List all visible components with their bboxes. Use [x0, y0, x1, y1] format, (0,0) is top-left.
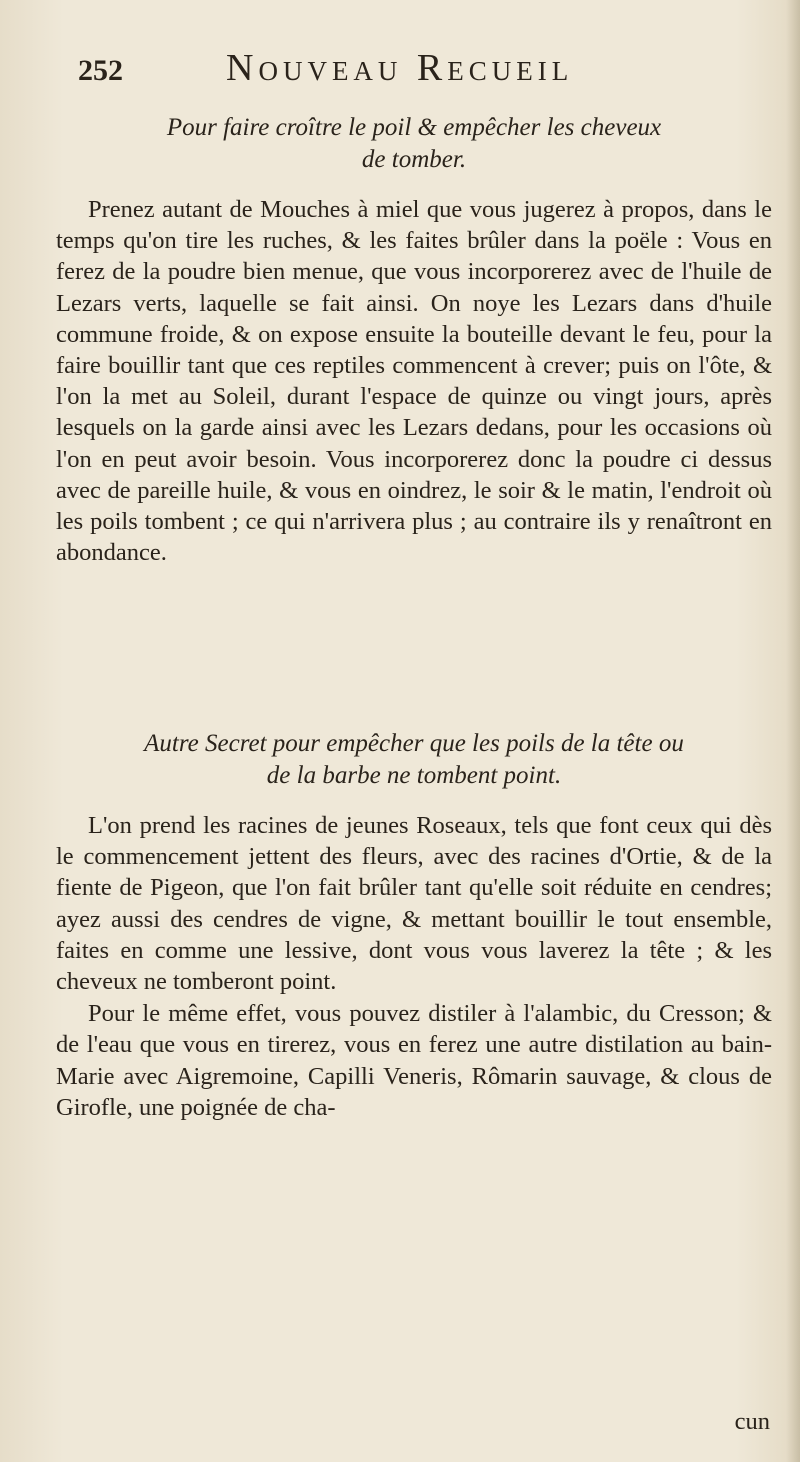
recipe-paragraph: Prenez autant de Mouches à miel que vous jugerez à propos, dans le temps qu'on tire les ruches, & les faites brûler dans la poële : Vous en ferez de la poudre bien menue, que vous incorporerez avec de l'huile de Lezars verts, laquelle se fait ainsi. On noye les Lezars dans d'huile commune froide, & on expose ensuite la bouteille devant le feu, pour la faire bouillir tant que ces reptiles commencent à crever; puis on l'ôte, & l'on la met au Soleil, durant l'espace de quinze ou vingt jours, après lesquels on la garde ainsi avec les Lezars dedans, pour les occasions où l'on en peut avoir besoin. Vous incorporerez donc la poudre ci dessus avec de pareille huile, & vous en oindrez, le soir & le matin, l'endroit où les poils tombent ; ce qui n'arrivera plus ; au contraire ils y renaîtront en abondance.: [56, 196, 772, 567]
page-header: [78, 46, 760, 94]
recipe-title-line-1: Pour faire croître le poil & empêcher les cheveux: [166, 114, 662, 141]
recipe-title: [56, 728, 772, 792]
recipe-paragraph: L'on prend les racines de jeunes Roseaux, tels que font ceux qui dès le commencement jettent des fleurs, avec des racines d'Ortie, & de la fiente de Pigeon, que l'on fait brûler tant qu'elle soit réduite en cendres; ayez aussi des cendres de vigne, & mettant bouillir le tout ensemble, faites en comme une lessive, dont vous vous laverez la tête ; & les cheveux ne tomberont point.: [56, 812, 772, 996]
catchword: cun: [734, 1408, 770, 1435]
recipe-title-line-2: de la barbe ne tombent point.: [266, 762, 562, 789]
recipe-title: [56, 112, 772, 176]
recipe-hair-growth: [56, 112, 772, 568]
page-number: 252: [78, 54, 123, 87]
recipe-title-line-2: de tomber.: [361, 146, 467, 173]
recipe-hair-loss: [56, 728, 772, 1123]
page-edge-shadow: [786, 0, 800, 1462]
running-title: Nouveau Recueil: [226, 47, 574, 89]
recipe-paragraph: Pour le même effet, vous pouvez distiler à l'alambic, du Cresson; & de l'eau que vous en tirerez, vous en ferez une autre distilation au bain-Marie avec Aigremoine, Capilli Veneris, Rômarin sauvage, & clous de Girofle, une poignée de cha-: [56, 1000, 772, 1121]
recipe-title-line-1: Autre Secret pour empêcher que les poils de la tête ou: [144, 730, 684, 757]
